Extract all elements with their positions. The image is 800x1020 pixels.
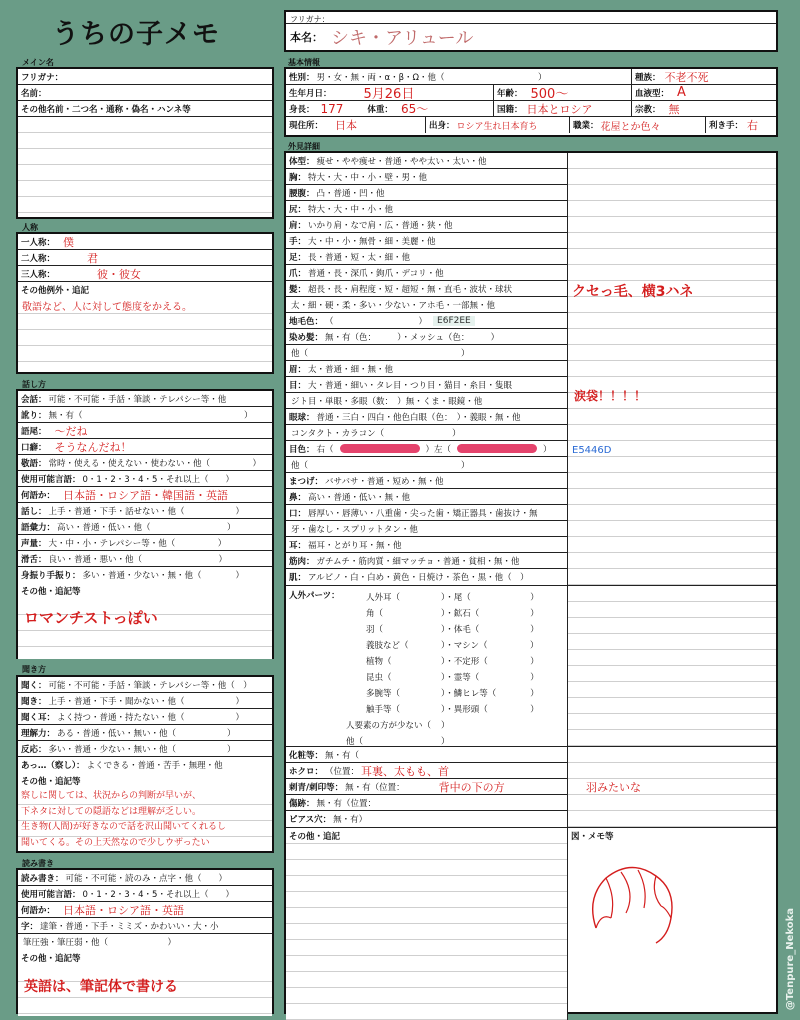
age-value[interactable]: 500～: [530, 87, 569, 101]
listening-note-line: 下ネタに対しての隠語などは理解が乏しい。: [21, 806, 202, 817]
nonhuman-row[interactable]: [346, 669, 564, 685]
reading-other-value: 英語は、筆記体で書ける: [24, 979, 178, 995]
listening-note-line: 生き物(人間)が好きなので話を沢山聞いてくれるし: [21, 822, 227, 832]
character-sketch: [576, 858, 696, 948]
listening-other-label: その他・追記等: [21, 777, 81, 787]
speaking-other-label: その他・追記等: [21, 587, 81, 597]
residence-label: 現住所：: [289, 121, 324, 131]
row-label: 筋肉：: [289, 556, 315, 567]
speaking-other-value: ロマンチストっぽい: [24, 609, 158, 627]
row-label: 肩：: [289, 220, 307, 231]
row-options: 大・中・小・テレパシー等・他（ ）: [48, 538, 227, 549]
nonhuman-label: 人外パーツ：: [289, 591, 340, 601]
religion-label: 宗教：: [635, 104, 661, 115]
mole-options: （位置：: [325, 766, 360, 777]
form-row[interactable]: [286, 505, 567, 521]
first-person-label: 一人称：: [21, 237, 56, 248]
row-options: 太・普通・細・無・他: [308, 364, 394, 375]
age-label: 年齢：: [497, 88, 523, 99]
origin-label: 出身：: [429, 121, 455, 131]
row-label: 語尾：: [21, 426, 47, 437]
form-row[interactable]: [18, 439, 272, 455]
row-options: バサバサ・普通・短め・無・他: [325, 476, 444, 487]
reading-other-field[interactable]: [18, 966, 272, 1016]
row-options: 右（: [316, 444, 334, 455]
form-row[interactable]: [18, 423, 272, 439]
nonhuman-part: 他（: [346, 737, 364, 747]
makeup-label: 化粧等：: [289, 750, 324, 761]
form-row[interactable]: [286, 521, 567, 537]
piercing-options[interactable]: 無・有）: [333, 815, 368, 825]
row-options: 大・普通・細い・タレ目・つり目・猫目・糸目・隻眼: [308, 380, 513, 391]
row-label: 滑舌：: [21, 554, 47, 565]
row-options: 大・中・小・無骨・細・美麗・他: [308, 236, 436, 247]
row-label: 腰腹：: [289, 188, 315, 199]
real-name-value[interactable]: シキ・アリュール: [331, 28, 474, 49]
form-row[interactable]: [286, 457, 567, 473]
row-options: 唇厚い・唇薄い・八重歯・尖った歯・矯正器具・歯抜け・無: [308, 508, 538, 519]
row-label: 敬語：: [21, 458, 47, 469]
row-value: 日本語・ロシア語・韓国語・英語: [63, 488, 229, 502]
main-name-section-label: メイン名: [22, 58, 54, 67]
form-row[interactable]: [18, 391, 272, 407]
row-label: あっ…（察し）：: [21, 761, 85, 771]
form-row[interactable]: [18, 741, 272, 757]
eye-close-paren: ）: [543, 444, 552, 455]
nonhuman-row[interactable]: [346, 589, 564, 605]
row-options: 超長・長・肩程度・短・超短・無・直毛・波状・球状: [308, 284, 513, 295]
row-label: 髪：: [289, 284, 307, 295]
nonhuman-part-extra: ）・鉱石（ ）: [441, 609, 539, 619]
row-label: 眼球：: [289, 412, 315, 423]
tattoo-label: 刺青/刺印等：: [289, 782, 344, 793]
hair-color-chip: E6F2EE: [433, 316, 475, 326]
race-label: 種族：: [635, 72, 661, 83]
row-label: 話し：: [21, 506, 47, 517]
real-name-label: 本名：: [290, 31, 323, 44]
form-row[interactable]: [18, 567, 272, 583]
blood-type-value[interactable]: A: [677, 85, 686, 100]
form-row[interactable]: [286, 425, 567, 441]
row-options: アルビノ・白・白め・黄色・日焼け・茶色・黒・他（ ）: [308, 573, 529, 583]
row-value: そうなんだね！: [54, 440, 132, 454]
basic-section-label: 基本情報: [288, 58, 320, 67]
form-row[interactable]: [18, 535, 272, 551]
form-row[interactable]: [18, 725, 272, 741]
nonhuman-part: 人要素の方が少ない（: [346, 721, 432, 731]
form-row[interactable]: [18, 693, 272, 709]
row-label: 肌：: [289, 573, 307, 583]
form-row[interactable]: [286, 265, 567, 281]
basic-box: [284, 67, 778, 137]
form-row[interactable]: [18, 455, 272, 471]
row-options: 良い・普通・悪い・他（ ）: [48, 554, 228, 565]
page-title: うちの子メモ: [52, 19, 220, 50]
row-label: 会話：: [21, 394, 47, 405]
pronoun-other-value: 敬語など、人に対して態度をかえる。: [22, 302, 192, 313]
nonhuman-part: 触手等（: [366, 705, 401, 715]
form-row[interactable]: [286, 345, 567, 361]
tattoo-options: 無・有（位置：: [345, 782, 405, 793]
row-options: いかり肩・なで肩・広・普通・狭・他: [308, 220, 453, 231]
form-row[interactable]: [18, 934, 272, 950]
third-person-label: 三人称：: [21, 269, 56, 280]
handedness-label: 利き手：: [709, 121, 744, 131]
row-label: 眉：: [289, 364, 307, 375]
row-label: 尻：: [289, 204, 307, 215]
row-label: 字：: [21, 921, 39, 932]
listening-box: [16, 675, 274, 853]
row-label: 地毛色：: [289, 316, 324, 327]
birthday-value[interactable]: 5月26日: [363, 87, 415, 101]
row-options: 太・細・硬・柔・多い・少ない・アホ毛・一部無・他: [291, 300, 496, 311]
row-label: 反応：: [21, 744, 47, 755]
row-label: 口癖：: [21, 442, 47, 453]
row-options: 牙・歯なし・スプリットタン・他: [291, 524, 418, 535]
row-options: 達筆・普通・下手・ミミズ・かわいい・大・小: [40, 921, 219, 932]
row-options: 多い・普通・少ない・無い・他（ ）: [48, 744, 236, 755]
row-options: 痩せ・やや痩せ・普通・やや太い・太い・他: [316, 156, 487, 167]
first-person-value[interactable]: 僕: [63, 235, 75, 249]
row-options: よく持つ・普通・持たない・他（ ）: [57, 712, 245, 723]
speaking-other-field[interactable]: [18, 599, 272, 659]
main-name-box: [16, 67, 274, 219]
row-options: よくできる・普通・苦手・無理・他: [86, 761, 223, 771]
form-row[interactable]: [286, 553, 567, 569]
weight-value[interactable]: 65～: [400, 102, 429, 116]
form-row[interactable]: [286, 153, 567, 169]
row-label: 足：: [289, 252, 307, 263]
form-row[interactable]: [18, 519, 272, 535]
origin-value[interactable]: ロシア生れ日本育ち: [456, 121, 538, 132]
nonhuman-part: 人外耳（: [366, 593, 401, 603]
form-row[interactable]: [286, 569, 567, 585]
row-options: 長・普通・短・太・細・他: [308, 252, 411, 263]
memo-label: 図・メモ等: [571, 832, 614, 842]
form-row[interactable]: [286, 473, 567, 489]
row-options: 可能・不可能・手話・筆談・テレパシー等・他（ ）: [48, 680, 252, 691]
nonhuman-part-extra: ）・鱗ヒレ等（ ）: [441, 689, 539, 699]
mole-value[interactable]: 耳裏、太もも、首: [361, 764, 450, 778]
row-label: 目色：: [289, 444, 315, 455]
row-options: 高い・普通・低い・他（ ）: [57, 522, 236, 533]
listening-section-label: 聞き方: [22, 665, 46, 674]
nonhuman-parts[interactable]: [286, 586, 568, 746]
form-row[interactable]: [18, 487, 272, 503]
scar-label: 傷跡：: [289, 798, 315, 809]
furigana-label: フリガナ：: [286, 12, 776, 24]
form-row[interactable]: [286, 329, 567, 345]
form-row[interactable]: [286, 377, 567, 393]
pronoun-other-label: その他例外・追記: [21, 286, 90, 296]
row-options: ある・普通・低い・無い・他（ ）: [57, 728, 236, 739]
listening-note-line: 聞いてくる。その上天然なので少しウザったい: [21, 837, 210, 848]
nonhuman-part-extra: ）・尾（ ）: [441, 593, 539, 603]
row-options: コンタクト・カラコン（ ）: [291, 428, 461, 439]
row-label: 理解力：: [21, 728, 56, 739]
row-options: 0・1・2・3・4・5・それ以上（ ）: [82, 474, 234, 485]
nonhuman-row[interactable]: [346, 701, 564, 717]
nonhuman-part: 昆虫（: [366, 673, 392, 683]
row-label: 鼻：: [289, 492, 307, 503]
form-row[interactable]: [18, 471, 272, 487]
handedness-value[interactable]: 右: [747, 119, 759, 132]
row-options: 普通・長・深爪・鉤爪・デコリ・他: [308, 268, 444, 279]
row-label: 目：: [289, 380, 307, 391]
form-row[interactable]: [286, 169, 567, 185]
row-label: 口：: [289, 508, 307, 519]
form-row[interactable]: [18, 503, 272, 519]
second-person-value[interactable]: 君: [87, 251, 99, 265]
eye-color-hex: E5446D: [572, 445, 612, 456]
nonhuman-row[interactable]: [346, 637, 564, 653]
form-row[interactable]: [286, 489, 567, 505]
gender-label: 性別：: [289, 72, 315, 83]
form-row[interactable]: [286, 185, 567, 201]
reading-other-label: その他・追記等: [21, 954, 81, 964]
nonhuman-part-extra: ）: [441, 737, 450, 747]
row-label: 使用可能言語：: [21, 474, 81, 485]
form-row[interactable]: [286, 361, 567, 377]
row-options: 上手・普通・下手・話せない・他（ ）: [48, 506, 245, 517]
row-value: ～だね: [54, 424, 88, 438]
nonhuman-part: 羽（: [366, 625, 384, 635]
form-row[interactable]: [286, 297, 567, 313]
row-label: 声量：: [21, 538, 47, 549]
form-row[interactable]: [286, 313, 567, 329]
residence-value[interactable]: 日本: [335, 119, 358, 132]
third-person-value[interactable]: 彼・彼女: [97, 267, 142, 281]
eye-color-swatch-left: [457, 444, 537, 453]
row-label: 使用可能言語：: [21, 889, 81, 900]
row-options: 高い・普通・低い・無・他: [308, 492, 411, 503]
row-options: 可能・不可能・手話・筆談・テレパシー等・他: [48, 394, 227, 405]
nonhuman-part-extra: ）・霊等（ ）: [441, 673, 539, 683]
height-value[interactable]: 177: [320, 101, 344, 116]
form-row[interactable]: [18, 677, 272, 693]
row-options: 特大・大・中・小・壁・男・他: [308, 172, 428, 183]
row-options: 常時・使える・使えない・使わない・他（ ）: [48, 458, 262, 469]
pronoun-other-field[interactable]: [18, 298, 272, 370]
form-row[interactable]: [18, 407, 272, 423]
gender-options[interactable]: 男・女・無・両・α・β・Ω・他（ ）: [316, 72, 547, 83]
main-furigana-label: フリガナ：: [21, 72, 64, 83]
row-options: ジト目・単眼・多眼（数： ）無・くま・眼鏡・他: [291, 396, 483, 407]
row-options: （ ）: [325, 316, 428, 327]
form-row[interactable]: [286, 393, 567, 409]
row-options: 他（ ）: [291, 348, 470, 359]
row-options: 筆圧強・筆圧弱・他（ ）: [23, 938, 177, 948]
listening-other-field[interactable]: [18, 789, 272, 851]
row-label: 訛り：: [21, 410, 47, 421]
religion-value[interactable]: 無: [668, 102, 680, 116]
nonhuman-part-extra: ）・不定形（ ）: [441, 657, 539, 667]
form-row[interactable]: [286, 217, 567, 233]
eye-color-swatch-right: [340, 444, 420, 453]
pronoun-box: [16, 232, 274, 374]
row-options: 他（ ）: [291, 460, 470, 471]
row-options: 特大・大・中・小・他: [308, 204, 394, 215]
row-label: 身振り手振り：: [21, 571, 81, 581]
form-row[interactable]: [286, 249, 567, 265]
birthday-label: 生年月日：: [289, 88, 332, 99]
form-row[interactable]: [286, 441, 567, 457]
makeup-options[interactable]: 無・有（: [325, 750, 360, 761]
row-label: 耳：: [289, 540, 307, 551]
weight-label: 体重：: [367, 104, 393, 115]
main-name-label: 名前：: [21, 88, 47, 99]
sketch-memo-area[interactable]: [568, 828, 776, 1020]
row-label: 語彙力：: [21, 522, 56, 533]
row-value: 日本語・ロシア語・英語: [63, 903, 185, 917]
form-row[interactable]: [18, 870, 272, 886]
nonhuman-part: 植物（: [366, 657, 392, 667]
reading-box: [16, 868, 274, 1014]
appearance-side-notes[interactable]: [568, 153, 776, 585]
nationality-label: 国籍：: [497, 104, 523, 115]
row-label: 読み書き：: [21, 873, 64, 884]
row-options: 普通・三白・四白・他色白眼（色： ）・義眼・無・他: [316, 412, 521, 423]
listening-note-line: 察しに関しては、状況からの判断が早いが、: [21, 791, 202, 801]
scar-options[interactable]: 無・有（位置：: [316, 798, 377, 809]
name-header-box: [284, 10, 778, 52]
nonhuman-part: 角（: [366, 609, 384, 619]
nonhuman-row[interactable]: [346, 621, 564, 637]
form-row[interactable]: [286, 201, 567, 217]
form-row[interactable]: [18, 886, 272, 902]
mole-label: ホクロ：: [289, 766, 324, 777]
row-label: 爪：: [289, 268, 307, 279]
row-label: まつげ：: [289, 476, 324, 487]
row-label: 聞く耳：: [21, 712, 56, 723]
row-label: 聞く：: [21, 680, 47, 691]
row-options: 上手・普通・下手・聞かない・他（ ）: [48, 696, 245, 707]
row-options: 多い・普通・少ない・無・他（ ）: [82, 571, 245, 581]
watermark: @Tenpure_Nekoka: [785, 907, 796, 1010]
form-row[interactable]: [18, 551, 272, 567]
eye-note: 涙袋！！！！: [574, 389, 647, 403]
row-options: 可能・不可能・読のみ・点字・他（ ）: [65, 873, 228, 884]
hair-note: クセっ毛、横3ハネ: [572, 284, 694, 300]
row-label: 何語か：: [21, 905, 56, 916]
row-label: 何語か：: [21, 490, 56, 501]
form-row[interactable]: [18, 709, 272, 725]
row-options: 0・1・2・3・4・5・それ以上（ ）: [82, 889, 234, 900]
form-row[interactable]: [18, 918, 272, 934]
nonhuman-part-extra: ）・異形頭（ ）: [441, 705, 539, 715]
row-label: 胸：: [289, 172, 307, 183]
row-options: ガチムチ・筋肉質・細マッチョ・普通・貧相・無・他: [316, 556, 520, 567]
nonhuman-row[interactable]: [346, 605, 564, 621]
nonhuman-part-extra: ）・体毛（ ）: [441, 625, 539, 635]
row-options: 福耳・とがり耳・無・他: [308, 540, 402, 551]
race-value[interactable]: 不老不死: [664, 70, 709, 84]
other-names-field[interactable]: [18, 117, 272, 215]
height-label: 身長：: [289, 104, 315, 115]
row-label: 体型：: [289, 156, 315, 167]
other-names-label: その他名前・二つ名・通称・偽名・ハンネ等: [21, 104, 191, 115]
form-row[interactable]: [18, 902, 272, 918]
appearance-box: [284, 151, 778, 1014]
nonhuman-row[interactable]: [346, 717, 564, 733]
pronoun-section-label: 人称: [22, 223, 38, 232]
row-label: 聞き：: [21, 696, 47, 707]
row-options: 無・有（ ）: [48, 410, 253, 421]
eye-left-label: ）左（: [425, 444, 452, 455]
speaking-section-label: 話し方: [22, 380, 46, 389]
form-row[interactable]: [286, 537, 567, 553]
form-row[interactable]: [286, 409, 567, 425]
form-row[interactable]: [18, 757, 272, 773]
job-label: 職業：: [573, 121, 599, 131]
form-row[interactable]: [286, 281, 567, 297]
piercing-label: ピアス穴：: [289, 815, 332, 825]
nonhuman-row[interactable]: [346, 653, 564, 669]
appearance-other-label: その他・追記: [289, 832, 341, 842]
nationality-value[interactable]: 日本とロシア: [526, 102, 593, 116]
nonhuman-part-extra: ）・マシン（ ）: [441, 641, 539, 651]
speaking-box: [16, 389, 274, 659]
nonhuman-row[interactable]: [346, 685, 564, 701]
nonhuman-part: 多腕等（: [366, 689, 401, 699]
tattoo-value[interactable]: 背中の下の方: [438, 780, 505, 794]
job-value[interactable]: 花屋とか色々: [600, 121, 661, 133]
row-options: 凸・普通・凹・他: [316, 188, 385, 199]
nonhuman-part: 義肢など（: [366, 641, 409, 651]
row-label: 染め髪：: [289, 332, 324, 343]
form-row[interactable]: [286, 233, 567, 249]
appearance-section-label: 外見詳細: [288, 142, 320, 151]
blood-type-label: 血液型：: [635, 88, 670, 99]
nonhuman-part-extra: ）: [441, 721, 450, 731]
tattoo-extra: 羽みたいな: [586, 781, 641, 794]
reading-section-label: 読み書き: [22, 859, 54, 868]
row-options: 無・有（色： ）・メッシュ（色： ）: [325, 332, 500, 343]
second-person-label: 二人称：: [21, 253, 56, 264]
row-label: 手：: [289, 236, 307, 247]
